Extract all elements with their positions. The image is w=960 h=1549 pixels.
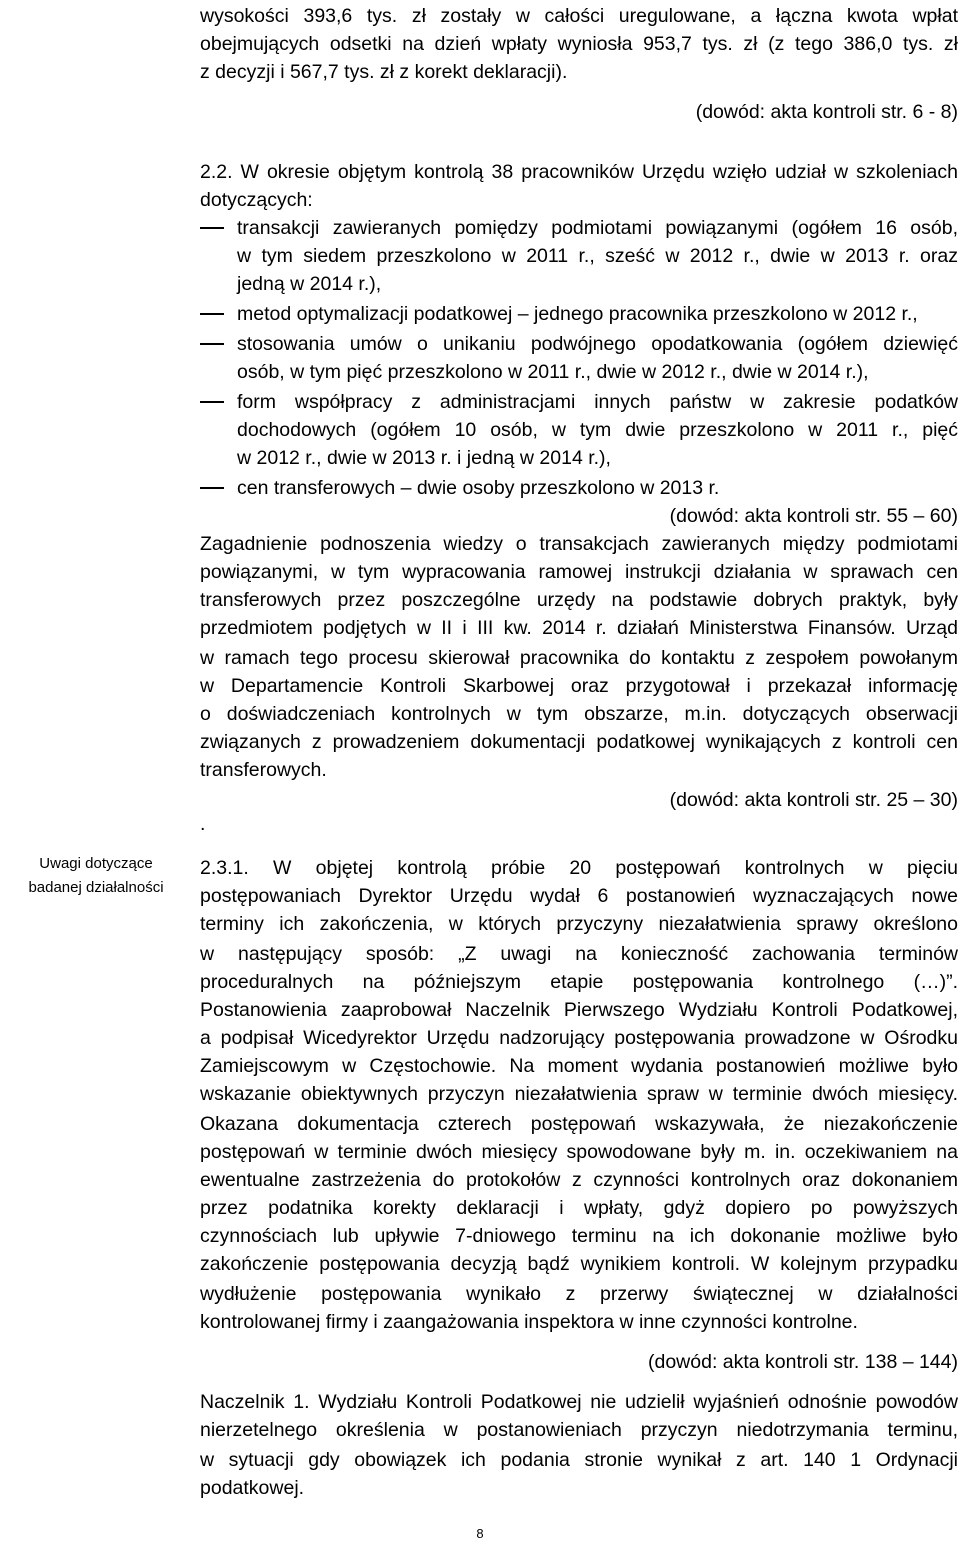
bullet-1-line-3: jedną w 2014 r.), [237,273,382,295]
dash-icon [200,487,224,489]
bullet-4 [200,388,958,416]
bullet-1-line-1: transakcji zawieranych pomiędzy podmiotami powiązanymi (ogółem 16 osób, [237,217,958,239]
bullet-3-line-2: osób, w tym pięć przeszkolono w 2011 r., dwie w 2012 r., dwie w 2014 r.), [237,361,869,383]
section231-line-5: proceduralnych na późniejszym etapie postępowania kontrolnego (…)”. [200,971,958,993]
para1-line-2: obejmujących odsetki na dzień wpłaty wyniosła 953,7 tys. zł (z tego 386,0 tys. zł [200,33,958,55]
bullet-1-cont [200,242,958,270]
para3-line-7: o doświadczeniach kontrolnych w tym obszarze, m.in. dotyczących obserwacji [200,703,958,725]
page-number: 8 [476,1526,484,1541]
section22-evidence: (dowód: akta kontroli str. 55 – 60) [669,505,958,527]
bullet-3-cont [200,358,958,386]
section231-line-16: wydłużenie postępowania wynikało z przerwy świątecznej w działalności [200,1283,958,1305]
para3-line-2: powiązanymi, w tym wypracowania ramowej instrukcji działania w sprawach cen [200,561,958,583]
para3-line-3: transferowych przez poszczególne urzędy na podstawie dobrych praktyk, były [200,589,958,611]
para3-evidence: (dowód: akta kontroli str. 25 – 30) [669,789,958,811]
para3-line-9: transferowych. [200,759,327,781]
bullet-1 [200,214,958,242]
section231-line-4: w następujący sposób: „Z uwagi na konieczność zachowania terminów [200,943,958,965]
bullet-2-line-1: metod optymalizacji podatkowej – jednego pracownika przeszkolono w 2012 r., [237,303,918,325]
stray-dot: . [200,813,206,835]
bullet-3-line-1: stosowania umów o unikaniu podwójnego opodatkowania (ogółem dziewięć [237,333,958,355]
bullet-4-line-1: form współpracy z administracjami innych państw w zakresie podatków [237,391,958,413]
dash-icon [200,313,224,315]
section231-line-11: postępowań w terminie dwóch miesięcy spowodowane były m. in. oczekiwaniem na [200,1141,958,1163]
bullet-4-cont-2 [200,444,958,472]
para5-line-1: Naczelnik 1. Wydziału Kontroli Podatkowej nie udzielił wyjaśnień odnośnie powodów [200,1391,958,1413]
para5-line-2: nierzetelnego określenia w postanowieniach przyczyn niedotrzymania terminu, [200,1419,958,1441]
section231-line-12: ewentualne zastrzeżenia do protokołów z czynności kontrolnych oraz dokonaniem [200,1169,958,1191]
section231-line-6: Postanowienia zaaprobował Naczelnik Pierwszego Wydziału Kontroli Podatkowej, [200,999,958,1021]
bullet-2 [200,300,958,328]
bullet-5 [200,474,958,502]
para3-line-5: w ramach tego procesu skierował pracownika do kontaktu z zespołem powołanym [200,647,958,669]
section231-line-17: kontrolowanej firmy i zaangażowania inspektora w inne czynności kontrolne. [200,1311,858,1333]
bullet-4-cont [200,416,958,444]
sidebar-label-line-1: Uwagi dotyczące [39,855,153,872]
para3-line-4: przedmiotem podjętych w II i III kw. 2014 r. działań Ministerstwa Finansów. Urząd [200,617,958,639]
section22-line-1: 2.2. W okresie objętym kontrolą 38 pracowników Urzędu wzięło udział w szkoleniach [200,161,958,183]
dash-icon [200,343,224,345]
section231-line-15: zakończenie postępowania decyzją bądź wynikiem kontroli. W kolejnym przypadku [200,1253,958,1275]
para1-evidence: (dowód: akta kontroli str. 6 - 8) [695,101,958,123]
para3-line-6: w Departamencie Kontroli Skarbowej oraz przygotował i przekazał informację [200,675,958,697]
section231-line-2: postępowaniach Dyrektor Urzędu wydał 6 postanowień wyznaczających nowe [200,885,958,907]
para1-line-1: wysokości 393,6 tys. zł zostały w całości uregulowane, a łączna kwota wpłat [200,5,958,27]
bullet-4-line-2: dochodowych (ogółem 10 osób, w tym dwie przeszkolono w 2011 r., pięć [237,419,958,441]
para1-line-3: z decyzji i 567,7 tys. zł z korekt deklaracji). [200,61,568,83]
section231-line-9: wskazanie obiektywnych przyczyn niezałatwienia spraw w terminie dwóch miesięcy. [200,1083,958,1105]
para3-line-1: Zagadnienie podnoszenia wiedzy o transakcjach zawieranych między podmiotami [200,533,958,555]
section231-line-13: przez podatnika korekty deklaracji i wpłaty, gdyż dopiero po powyższych [200,1197,958,1219]
section22-line-2: dotyczących: [200,189,313,211]
bullet-1-line-2: w tym siedem przeszkolono w 2011 r., sześć w 2012 r., dwie w 2013 r. oraz [237,245,958,267]
section231-line-3: terminy ich zakończenia, w których przyczyny niezałatwienia sprawy określono [200,913,958,935]
dash-icon [200,227,224,229]
bullet-3 [200,330,958,358]
para5-line-4: podatkowej. [200,1477,305,1499]
para5-line-3: w sytuacji gdy obowiązek ich podania stronie wynikał z art. 140 1 Ordynacji [200,1449,958,1471]
bullet-4-line-3: w 2012 r., dwie w 2013 r. i jedną w 2014 r.), [237,447,611,469]
section231-evidence: (dowód: akta kontroli str. 138 – 144) [647,1351,958,1373]
section231-line-7: a podpisał Wicedyrektor Urzędu nadzorujący postępowania prowadzone w Ośrodku [200,1027,958,1049]
sidebar-label-line-2: badanej działalności [28,879,164,896]
para3-line-8: związanych z prowadzeniem dokumentacji podatkowej wynikających z kontroli cen [200,731,958,753]
sidebar-label [0,852,192,900]
bullet-1-cont-2 [200,270,958,298]
section231-line-14: czynnościach lub upływie 7-dniowego terminu na ich dokonanie możliwe było [200,1225,958,1247]
section231-line-1: 2.3.1. W objętej kontrolą próbie 20 postępowań kontrolnych w pięciu [200,857,958,879]
dash-icon [200,401,224,403]
section231-line-8: Zamiejscowym w Częstochowie. Na moment wydania postanowień możliwe było [200,1055,958,1077]
section231-line-10: Okazana dokumentacja czterech postępowań wskazywała, że niezakończenie [200,1113,958,1135]
bullet-5-line-1: cen transferowych – dwie osoby przeszkolono w 2013 r. [237,477,720,499]
